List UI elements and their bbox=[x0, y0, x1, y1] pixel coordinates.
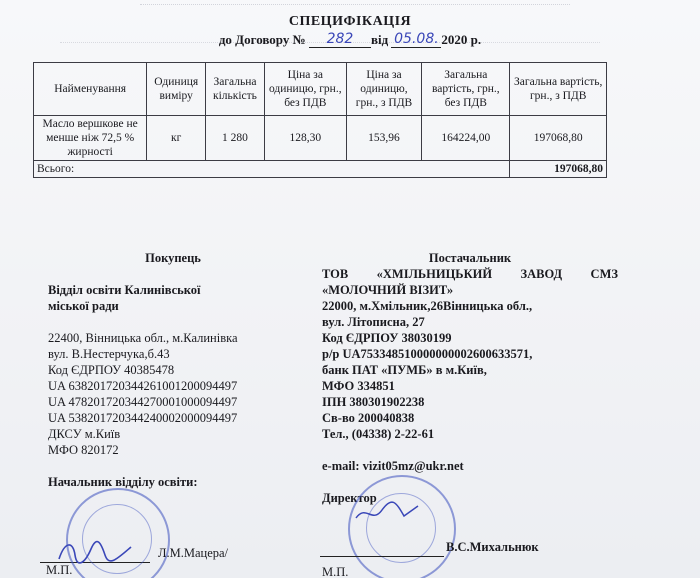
supplier-certificate: Св-во 200040838 bbox=[322, 411, 415, 425]
supplier-phone: Тел., (04338) 2-22-61 bbox=[322, 427, 435, 441]
buyer-block bbox=[48, 250, 298, 490]
supplier-name-word: «ХМІЛЬНИЦЬКИЙ bbox=[376, 267, 493, 281]
cell-name: Масло вершкове не менше ніж 72,5 % жирності bbox=[34, 116, 147, 161]
header-unit: Одиниця виміру bbox=[147, 63, 206, 116]
buyer-stamp bbox=[66, 488, 170, 578]
supplier-heading: Постачальник bbox=[428, 251, 512, 265]
table-total-row bbox=[34, 161, 607, 178]
supplier-mfo: МФО 334851 bbox=[322, 379, 395, 393]
supplier-block bbox=[322, 250, 618, 506]
buyer-mp: М.П. bbox=[46, 563, 73, 577]
total-label: Всього: bbox=[34, 161, 510, 178]
bleed-through bbox=[140, 4, 570, 11]
contract-number: 282 bbox=[326, 31, 354, 47]
cell-qty: 1 280 bbox=[206, 116, 265, 161]
header-total-no-vat: Загальна вартість, грн., без ПДВ bbox=[422, 63, 510, 116]
supplier-address1: 22000, м.Хмільник,26Вінницька обл., bbox=[322, 299, 533, 313]
contract-year: 2020 р. bbox=[441, 32, 482, 47]
cell-price-no-vat: 128,30 bbox=[264, 116, 346, 161]
header-price-vat: Ціна за одиницю, грн., з ПДВ bbox=[346, 63, 422, 116]
buyer-edrpou: Код ЄДРПОУ 40385478 bbox=[48, 363, 175, 377]
buyer-address2: вул. В.Нестерчука,б.43 bbox=[48, 347, 170, 361]
total-value: 197068,80 bbox=[510, 161, 607, 178]
buyer-mfo: МФО 820172 bbox=[48, 443, 119, 457]
supplier-bank: банк ПАТ «ПУМБ» в м.Київ, bbox=[322, 363, 487, 377]
supplier-position: Директор bbox=[322, 491, 377, 505]
supplier-signature-line bbox=[320, 556, 444, 557]
header-name: Найменування bbox=[34, 63, 147, 116]
supplier-name-line1 bbox=[322, 266, 618, 282]
buyer-position: Начальник відділу освіти: bbox=[48, 475, 198, 489]
supplier-name-word: СМЗ bbox=[590, 267, 618, 281]
buyer-treasury: ДКСУ м.Київ bbox=[48, 427, 121, 441]
supplier-name-line2: «МОЛОЧНИЙ ВІЗИТ» bbox=[322, 283, 454, 297]
supplier-signature bbox=[352, 498, 422, 528]
supplier-mp: М.П. bbox=[322, 565, 349, 578]
contract-date-field bbox=[391, 31, 441, 48]
header-total-vat: Загальна вартість, грн., з ПДВ bbox=[510, 63, 607, 116]
buyer-signer: Л.М.Мацера/ bbox=[158, 546, 229, 560]
supplier-address2: вул. Літописна, 27 bbox=[322, 315, 425, 329]
supplier-edrpou: Код ЄДРПОУ 38030199 bbox=[322, 331, 452, 345]
buyer-account-1: UA 638201720344261001200094497 bbox=[48, 379, 238, 393]
cell-price-vat: 153,96 bbox=[346, 116, 422, 161]
contract-reference bbox=[0, 31, 700, 48]
buyer-account-3: UA 538201720344240002000094497 bbox=[48, 411, 238, 425]
header-qty: Загальна кількість bbox=[206, 63, 265, 116]
buyer-heading: Покупець bbox=[145, 251, 201, 265]
supplier-email: e-mail: vizit05mz@ukr.net bbox=[322, 459, 464, 473]
table-row bbox=[34, 116, 607, 161]
buyer-name-line1: Відділ освіти Калинівської bbox=[48, 283, 201, 297]
cell-unit: кг bbox=[147, 116, 206, 161]
buyer-address1: 22400, Вінницька обл., м.Калинівка bbox=[48, 331, 238, 345]
cell-total-vat: 197068,80 bbox=[510, 116, 607, 161]
specification-table bbox=[33, 62, 607, 178]
date-prefix: від bbox=[370, 32, 389, 47]
contract-number-field bbox=[309, 31, 371, 48]
supplier-ipn: ІПН 380301902238 bbox=[322, 395, 425, 409]
supplier-name-word: ЗАВОД bbox=[520, 267, 563, 281]
buyer-account-2: UA 478201720344270001000094497 bbox=[48, 395, 238, 409]
supplier-account: р/р UA753348510000000002600633571, bbox=[322, 347, 533, 361]
supplier-signer: В.С.Михальнюк bbox=[446, 540, 539, 554]
cell-total-no-vat: 164224,00 bbox=[422, 116, 510, 161]
buyer-name-line2: міської ради bbox=[48, 299, 119, 313]
document-title: СПЕЦИФІКАЦІЯ bbox=[288, 14, 412, 29]
header-price-no-vat: Ціна за одиницю, грн., без ПДВ bbox=[264, 63, 346, 116]
contract-prefix: до Договору № bbox=[218, 32, 306, 47]
contract-date: 05.08. bbox=[394, 31, 439, 47]
supplier-name-word: ТОВ bbox=[322, 267, 349, 281]
table-header-row bbox=[34, 63, 607, 116]
